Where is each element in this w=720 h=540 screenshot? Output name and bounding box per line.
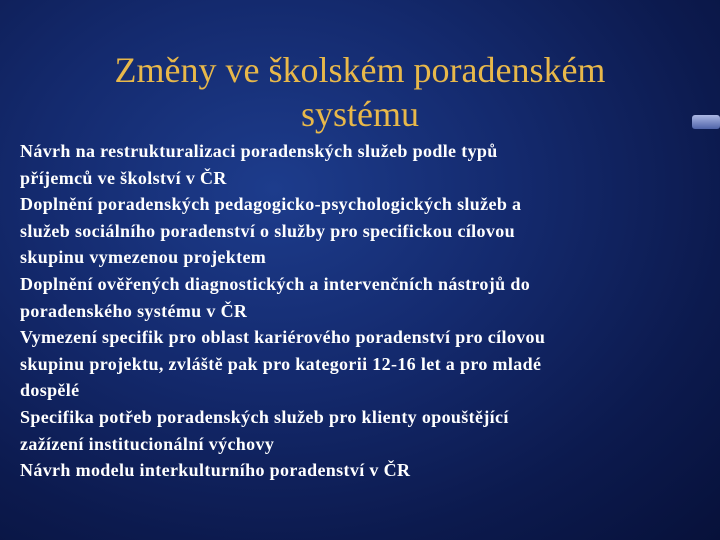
list-item-line: příjemců ve školství v ČR — [20, 167, 227, 188]
list-item-line: skupinu vymezenou projektem — [20, 247, 267, 268]
list-item-line: Doplnění ověřených diagnostických a intervenčních nástrojů do — [20, 273, 531, 294]
list-item-line: Návrh na restrukturalizaci poradenských služeb podle typů — [20, 141, 498, 161]
list-item-line: Doplnění poradenských pedagogicko-psychologických služeb a — [20, 194, 522, 215]
list-item-line: poradenského systému v ČR — [20, 300, 248, 321]
list-item-line: Návrh modelu interkulturního poradenství v ČR — [20, 460, 411, 481]
decorative-bar-icon — [692, 113, 720, 131]
list-item-line: Specifika potřeb poradenských služeb pro klienty opouštějící — [20, 406, 509, 427]
list-item — [20, 404, 704, 457]
list-item — [20, 138, 704, 191]
list-item — [20, 271, 704, 324]
list-item-line: Vymezení specifik pro oblast kariérového poradenství pro cílovou — [20, 327, 546, 348]
slide-title — [40, 48, 680, 136]
list-item-line: skupinu projektu, zvláště pak pro kategorii 12-16 let a pro mladé — [20, 353, 542, 374]
list-item — [20, 324, 704, 404]
slide-body — [20, 138, 704, 484]
list-item-line: služeb sociálního poradenství o služby pro specifickou cílovou — [20, 220, 515, 241]
slide-title-line-1: Změny ve školském poradenském — [114, 50, 606, 90]
slide-title-line-2: systému — [300, 94, 419, 134]
list-item-line: zažízení institucionální výchovy — [20, 433, 275, 454]
list-item-line: dospělé — [20, 380, 80, 401]
list-item — [20, 457, 704, 484]
list-item — [20, 191, 704, 271]
